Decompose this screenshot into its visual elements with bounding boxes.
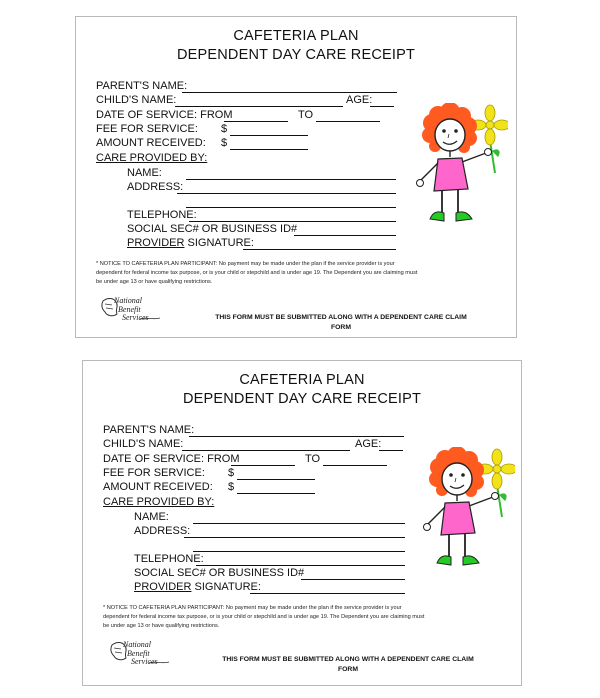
provider-signature-label xyxy=(127,237,254,249)
logo-line-2: Benefit xyxy=(127,648,150,658)
submit-line-2: FORM xyxy=(330,324,351,331)
telephone-field[interactable] xyxy=(196,565,405,566)
logo-line-2: Benefit xyxy=(118,304,141,314)
national-benefit-services-logo xyxy=(100,295,162,325)
submit-line-2: FORM xyxy=(337,666,358,673)
notice-line-1: * NOTICE TO CAFETERIA PLAN PARTICIPANT: No payment may be made under the plan if the service provider is your xyxy=(96,261,395,267)
logo-line-1: National xyxy=(123,640,152,649)
form-title: CAFETERIA PLAN xyxy=(233,28,359,44)
amount-dollar: $ xyxy=(228,481,235,493)
notice-text xyxy=(103,604,513,630)
national-benefit-services-logo xyxy=(109,639,171,669)
telephone-label: TELEPHONE: xyxy=(134,553,204,565)
logo-text xyxy=(114,297,149,323)
amount-field[interactable] xyxy=(237,493,315,494)
provider-word: PROVIDER xyxy=(127,237,185,249)
submit-line-1: THIS FORM MUST BE SUBMITTED ALONG WITH A DEPENDENT CARE CLAIM xyxy=(215,314,467,321)
provider-name-label: NAME: xyxy=(127,167,162,179)
parents-name-field[interactable] xyxy=(189,436,404,437)
notice-line-2: dependent for federal income tax purpose, or is your child or stepchild and is under age 19. The Dependent you are claiming must xyxy=(103,613,425,620)
age-label: AGE: xyxy=(346,94,373,106)
provider-name-field[interactable] xyxy=(186,179,396,180)
social-sec-label: SOCIAL SEC# OR BUSINESS ID# xyxy=(127,223,298,235)
form-subtitle: DEPENDENT DAY CARE RECEIPT xyxy=(182,391,422,407)
logo-text xyxy=(123,641,158,667)
date-of-service-label: DATE OF SERVICE: FROM xyxy=(103,453,240,465)
fee-field[interactable] xyxy=(237,479,315,480)
date-to-label: TO xyxy=(298,109,314,121)
receipt-card-1 xyxy=(75,16,517,338)
signature-field[interactable] xyxy=(250,593,405,594)
provider-address-field-2[interactable] xyxy=(186,207,396,208)
child-cartoon-illustration xyxy=(416,103,508,233)
amount-field[interactable] xyxy=(230,149,308,150)
age-field[interactable] xyxy=(379,450,403,451)
childs-name-field[interactable] xyxy=(182,450,350,451)
notice-line-3: be under age 13 or have qualifying restrictions. xyxy=(103,622,220,629)
provider-address-label: ADDRESS: xyxy=(127,181,184,193)
amount-label: AMOUNT RECEIVED: xyxy=(103,481,213,493)
logo-line-3: Services xyxy=(122,313,149,322)
submit-notice xyxy=(176,313,506,333)
child-cartoon-illustration xyxy=(423,447,515,577)
provider-signature-label xyxy=(134,581,261,593)
date-from-field[interactable] xyxy=(231,465,295,466)
signature-word: SIGNATURE: xyxy=(191,581,261,593)
provider-name-field[interactable] xyxy=(193,523,405,524)
logo-line-3: Services xyxy=(131,657,158,666)
signature-field[interactable] xyxy=(243,249,396,250)
form-subtitle: DEPENDENT DAY CARE RECEIPT xyxy=(176,47,416,63)
childs-name-label: CHILD'S NAME: xyxy=(96,94,177,106)
notice-line-1: * NOTICE TO CAFETERIA PLAN PARTICIPANT: No payment may be made under the plan if the service provider is your xyxy=(103,605,402,611)
date-of-service-label: DATE OF SERVICE: FROM xyxy=(96,109,233,121)
date-to-label: TO xyxy=(305,453,321,465)
childs-name-field[interactable] xyxy=(175,106,343,107)
provider-word: PROVIDER xyxy=(134,581,192,593)
date-to-field[interactable] xyxy=(323,465,387,466)
notice-line-3: be under age 13 or have qualifying restrictions. xyxy=(96,278,213,285)
fee-field[interactable] xyxy=(230,135,308,136)
social-sec-label: SOCIAL SEC# OR BUSINESS ID# xyxy=(134,567,305,579)
care-provided-by-label: CARE PROVIDED BY: xyxy=(103,496,215,508)
notice-line-2: dependent for federal income tax purpose, or is your child or stepchild and is under age 19. The Dependent you are claiming must xyxy=(96,269,418,276)
social-sec-field[interactable] xyxy=(301,579,405,580)
age-field[interactable] xyxy=(370,106,394,107)
age-label: AGE: xyxy=(355,438,382,450)
parents-name-label: PARENT'S NAME: xyxy=(103,424,195,436)
submit-notice xyxy=(183,655,513,675)
receipt-card-2 xyxy=(82,360,522,686)
notice-text xyxy=(96,260,506,286)
fee-label: FEE FOR SERVICE: xyxy=(96,123,198,135)
social-sec-field[interactable] xyxy=(294,235,396,236)
fee-dollar: $ xyxy=(228,467,235,479)
provider-address-field-2[interactable] xyxy=(193,551,405,552)
telephone-label: TELEPHONE: xyxy=(127,209,197,221)
telephone-field[interactable] xyxy=(189,221,396,222)
amount-label: AMOUNT RECEIVED: xyxy=(96,137,206,149)
care-provided-by-label: CARE PROVIDED BY: xyxy=(96,152,208,164)
provider-address-field[interactable] xyxy=(177,193,396,194)
form-title: CAFETERIA PLAN xyxy=(239,372,365,388)
childs-name-label: CHILD'S NAME: xyxy=(103,438,184,450)
parents-name-field[interactable] xyxy=(182,92,397,93)
fee-dollar: $ xyxy=(221,123,228,135)
provider-address-field[interactable] xyxy=(184,537,405,538)
signature-word: SIGNATURE: xyxy=(184,237,254,249)
provider-address-label: ADDRESS: xyxy=(134,525,191,537)
submit-line-1: THIS FORM MUST BE SUBMITTED ALONG WITH A DEPENDENT CARE CLAIM xyxy=(222,656,474,663)
logo-line-1: National xyxy=(114,296,143,305)
amount-dollar: $ xyxy=(221,137,228,149)
fee-label: FEE FOR SERVICE: xyxy=(103,467,205,479)
parents-name-label: PARENT'S NAME: xyxy=(96,80,188,92)
date-from-field[interactable] xyxy=(224,121,288,122)
date-to-field[interactable] xyxy=(316,121,380,122)
provider-name-label: NAME: xyxy=(134,511,169,523)
